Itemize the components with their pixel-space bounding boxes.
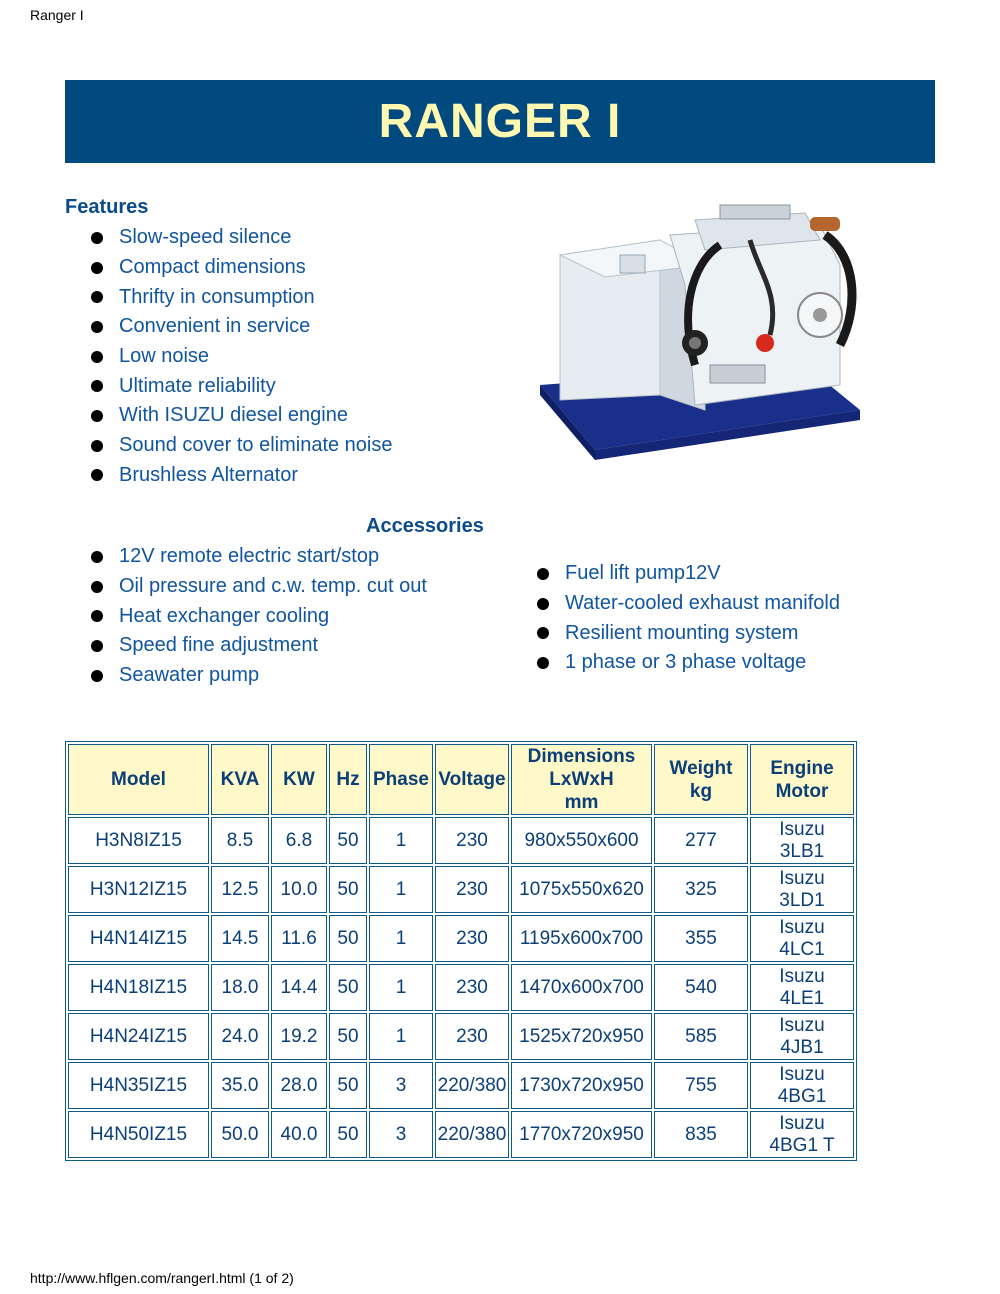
specs-table — [65, 741, 857, 1161]
cell-engine-model: 4LC1 — [779, 938, 825, 960]
accessory-text: Seawater pump — [119, 664, 260, 687]
list-item — [91, 661, 427, 691]
cell-phase: 1 — [369, 1013, 433, 1060]
cell-dimensions: 1075x550x620 — [511, 866, 652, 913]
cell-kw: 11.6 — [271, 915, 327, 962]
header-kva: KVA — [211, 744, 269, 815]
bullet-icon — [91, 291, 103, 303]
list-item — [91, 401, 393, 431]
header-dimensions-line3: mm — [564, 792, 599, 813]
cell-weight: 355 — [654, 915, 748, 962]
cell-engine-model: 4BG1 — [777, 1085, 827, 1107]
header-weight — [654, 744, 748, 815]
cell-engine — [750, 964, 854, 1011]
cell-weight: 325 — [654, 866, 748, 913]
cell-dimensions: 1525x720x950 — [511, 1013, 652, 1060]
cell-dimensions: 1730x720x950 — [511, 1062, 652, 1109]
table-row — [68, 866, 854, 913]
bullet-icon — [537, 598, 549, 610]
cell-engine-model: 3LD1 — [779, 889, 825, 911]
list-item — [537, 618, 840, 648]
list-item — [91, 461, 393, 491]
cell-voltage: 230 — [435, 915, 509, 962]
list-item — [91, 342, 393, 372]
cell-kva: 14.5 — [211, 915, 269, 962]
page-title: RANGER I — [378, 95, 622, 148]
cell-engine-model: 4BG1 T — [769, 1134, 835, 1156]
accessory-text: Fuel lift pump12V — [565, 562, 721, 585]
table-row — [68, 915, 854, 962]
accessories-list-left — [91, 542, 427, 690]
cell-hz: 50 — [329, 1111, 367, 1158]
cell-engine-make: Isuzu — [779, 1063, 825, 1085]
cell-engine-model: 4LE1 — [779, 987, 825, 1009]
cell-model: H3N12IZ15 — [68, 866, 209, 913]
feature-text: Low noise — [119, 345, 210, 368]
cell-model: H4N24IZ15 — [68, 1013, 209, 1060]
feature-text: Compact dimensions — [119, 256, 306, 279]
browser-page-footer: http://www.hflgen.com/rangerI.html (1 of 2) — [30, 1270, 294, 1286]
cell-engine-make: Isuzu — [779, 916, 825, 938]
accessory-text: Oil pressure and c.w. temp. cut out — [119, 575, 427, 598]
cell-dimensions: 980x550x600 — [511, 817, 652, 864]
cell-voltage: 230 — [435, 964, 509, 1011]
cell-engine — [750, 1111, 854, 1158]
cell-voltage: 220/380 — [435, 1062, 509, 1109]
feature-text: Sound cover to eliminate noise — [119, 434, 393, 457]
accessory-text: 1 phase or 3 phase voltage — [565, 651, 807, 674]
browser-page-header: Ranger I — [30, 7, 84, 23]
table-row — [68, 1111, 854, 1158]
header-engine-line2: Motor — [775, 780, 829, 802]
bullet-icon — [91, 262, 103, 274]
cell-kva: 35.0 — [211, 1062, 269, 1109]
cell-kw: 19.2 — [271, 1013, 327, 1060]
bullet-icon — [91, 321, 103, 333]
feature-text: Slow-speed silence — [119, 226, 292, 249]
cell-hz: 50 — [329, 915, 367, 962]
title-banner — [65, 80, 935, 163]
header-model: Model — [68, 744, 209, 815]
list-item — [91, 601, 427, 631]
cell-weight: 585 — [654, 1013, 748, 1060]
cell-phase: 1 — [369, 915, 433, 962]
accessory-text: 12V remote electric start/stop — [119, 545, 380, 568]
cell-hz: 50 — [329, 866, 367, 913]
cell-voltage: 230 — [435, 1013, 509, 1060]
header-dimensions-line1: Dimensions — [527, 746, 636, 767]
accessory-text: Resilient mounting system — [565, 621, 799, 644]
cell-hz: 50 — [329, 1013, 367, 1060]
cell-dimensions: 1770x720x950 — [511, 1111, 652, 1158]
header-weight-line1: Weight — [669, 757, 733, 779]
cell-voltage: 220/380 — [435, 1111, 509, 1158]
feature-text: Ultimate reliability — [119, 374, 276, 397]
cell-weight: 540 — [654, 964, 748, 1011]
table-row — [68, 964, 854, 1011]
feature-text: Thrifty in consumption — [119, 285, 315, 308]
bullet-icon — [91, 380, 103, 392]
feature-text: With ISUZU diesel engine — [119, 404, 348, 427]
cell-engine — [750, 817, 854, 864]
cell-kw: 28.0 — [271, 1062, 327, 1109]
header-voltage: Voltage — [435, 744, 509, 815]
bullet-icon — [91, 610, 103, 622]
header-phase: Phase — [369, 744, 433, 815]
list-item — [537, 648, 840, 678]
accessory-text: Speed fine adjustment — [119, 634, 319, 657]
cell-dimensions: 1195x600x700 — [511, 915, 652, 962]
cell-engine-make: Isuzu — [779, 818, 825, 840]
cell-hz: 50 — [329, 817, 367, 864]
bullet-icon — [91, 670, 103, 682]
cell-phase: 1 — [369, 964, 433, 1011]
cell-kva: 18.0 — [211, 964, 269, 1011]
bullet-icon — [91, 410, 103, 422]
bullet-icon — [91, 469, 103, 481]
cell-engine — [750, 866, 854, 913]
cell-hz: 50 — [329, 1062, 367, 1109]
cell-model: H4N18IZ15 — [68, 964, 209, 1011]
cell-kw: 6.8 — [271, 817, 327, 864]
features-list — [91, 223, 393, 490]
list-item — [91, 253, 393, 283]
list-item — [91, 431, 393, 461]
cell-hz: 50 — [329, 964, 367, 1011]
bullet-icon — [537, 627, 549, 639]
bullet-icon — [537, 657, 549, 669]
cell-kw: 10.0 — [271, 866, 327, 913]
table-row — [68, 1013, 854, 1060]
cell-engine-model: 3LB1 — [779, 840, 825, 862]
header-hz: Hz — [329, 744, 367, 815]
accessory-text: Water-cooled exhaust manifold — [565, 592, 840, 615]
cell-engine-make: Isuzu — [779, 1014, 825, 1036]
header-weight-line2: kg — [689, 780, 713, 802]
list-item — [91, 282, 393, 312]
list-item — [91, 631, 427, 661]
feature-text: Brushless Alternator — [119, 463, 298, 486]
bullet-icon — [91, 551, 103, 563]
cell-phase: 3 — [369, 1062, 433, 1109]
bullet-icon — [91, 351, 103, 363]
list-item — [91, 223, 393, 253]
accessories-heading: Accessories — [366, 515, 484, 537]
header-dimensions — [511, 744, 652, 815]
header-engine-line1: Engine — [770, 757, 834, 779]
cell-phase: 3 — [369, 1111, 433, 1158]
list-item — [91, 572, 427, 602]
bullet-icon — [91, 581, 103, 593]
cell-engine — [750, 1013, 854, 1060]
accessories-list-right — [537, 559, 840, 678]
cell-phase: 1 — [369, 866, 433, 913]
cell-engine-make: Isuzu — [779, 965, 825, 987]
header-dimensions-line2: LxWxH — [549, 769, 614, 790]
generator-photo — [520, 195, 875, 465]
cell-model: H4N35IZ15 — [68, 1062, 209, 1109]
cell-voltage: 230 — [435, 817, 509, 864]
cell-kva: 8.5 — [211, 817, 269, 864]
table-header-row — [68, 744, 854, 815]
cell-kw: 14.4 — [271, 964, 327, 1011]
accessory-text: Heat exchanger cooling — [119, 604, 330, 627]
cell-engine-model: 4JB1 — [780, 1036, 824, 1058]
cell-model: H3N8IZ15 — [68, 817, 209, 864]
cell-weight: 277 — [654, 817, 748, 864]
feature-text: Convenient in service — [119, 315, 311, 338]
list-item — [91, 312, 393, 342]
cell-phase: 1 — [369, 817, 433, 864]
cell-engine-make: Isuzu — [779, 1112, 825, 1134]
cell-weight: 755 — [654, 1062, 748, 1109]
list-item — [91, 371, 393, 401]
cell-kva: 12.5 — [211, 866, 269, 913]
table-row — [68, 817, 854, 864]
bullet-icon — [91, 640, 103, 652]
cell-weight: 835 — [654, 1111, 748, 1158]
cell-kva: 50.0 — [211, 1111, 269, 1158]
cell-engine — [750, 915, 854, 962]
cell-dimensions: 1470x600x700 — [511, 964, 652, 1011]
cell-kva: 24.0 — [211, 1013, 269, 1060]
bullet-icon — [91, 232, 103, 244]
header-engine — [750, 744, 854, 815]
cell-engine-make: Isuzu — [779, 867, 825, 889]
header-kw: KW — [271, 744, 327, 815]
list-item — [537, 589, 840, 619]
bullet-icon — [537, 568, 549, 580]
table-row — [68, 1062, 854, 1109]
bullet-icon — [91, 440, 103, 452]
cell-model: H4N14IZ15 — [68, 915, 209, 962]
cell-voltage: 230 — [435, 866, 509, 913]
list-item — [91, 542, 427, 572]
features-heading: Features — [65, 196, 149, 218]
list-item — [537, 559, 840, 589]
cell-kw: 40.0 — [271, 1111, 327, 1158]
cell-engine — [750, 1062, 854, 1109]
cell-model: H4N50IZ15 — [68, 1111, 209, 1158]
